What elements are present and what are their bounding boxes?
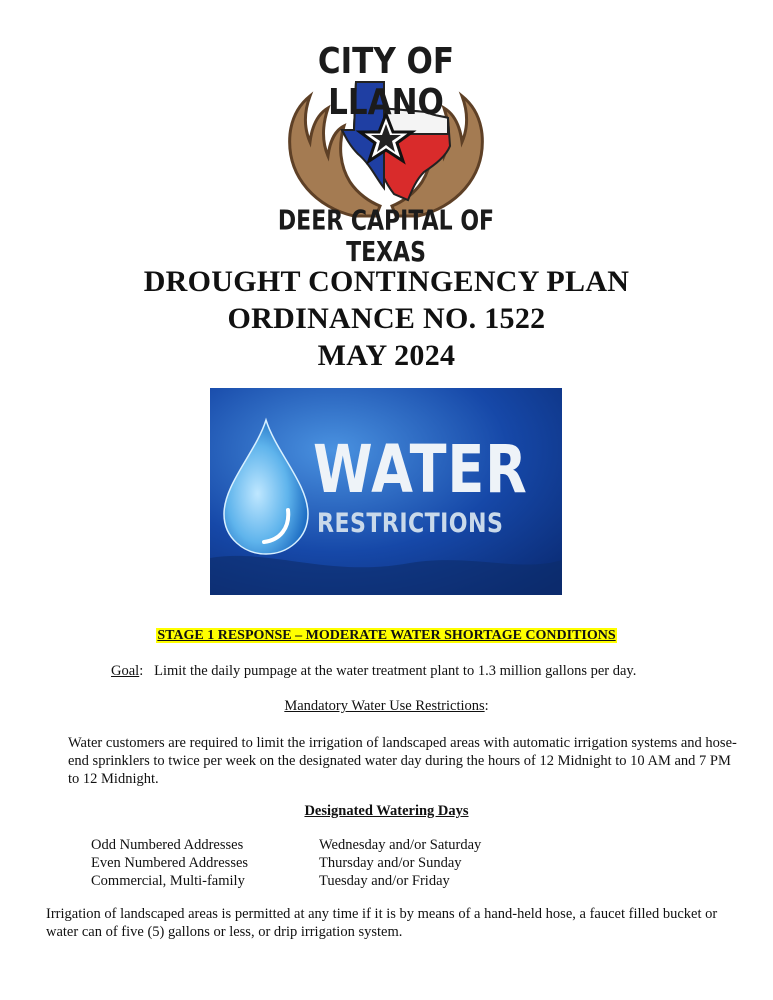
goal-text: Limit the daily pumpage at the water treatment plant to 1.3 million gallons per day.	[154, 663, 637, 679]
heading-line-1: DROUGHT CONTINGENCY PLAN	[143, 265, 630, 298]
logo-subtitle: DEER CAPITAL OF TEXAS	[277, 205, 495, 269]
mandatory-restrictions-heading: Mandatory Water Use Restrictions:	[284, 698, 489, 714]
banner-subtitle: RESTRICTIONS	[317, 508, 504, 539]
heading-line-3: MAY 2024	[317, 339, 456, 372]
schedule-row	[91, 836, 481, 854]
heading-line-2: ORDINANCE NO. 1522	[227, 302, 546, 335]
schedule-row	[91, 872, 481, 890]
stage-1-title-text: STAGE 1 RESPONSE – MODERATE WATER SHORTAGE CONDITIONS	[157, 628, 616, 643]
schedule-days: Wednesday and/or Saturday	[319, 837, 482, 853]
schedule-row	[91, 854, 481, 872]
watering-days-heading	[0, 803, 773, 820]
schedule-who: Commercial, Multi-family	[91, 873, 245, 889]
mandatory-label: Mandatory Water Use Restrictions	[284, 698, 485, 714]
stage-1-title	[0, 626, 773, 644]
schedule-who: Odd Numbered Addresses	[91, 837, 244, 853]
goal-line: Goal: Limit the daily pumpage at the water treatment plant to 1.3 million gallons per day.	[111, 663, 637, 679]
watering-days-title: Designated Watering Days	[304, 803, 469, 819]
goal-label: Goal	[111, 663, 140, 679]
schedule-days: Thursday and/or Sunday	[319, 855, 462, 871]
exception-paragraph: Irrigation of landscaped areas is permitted at any time if it is by means of a hand-held hose, a faucet filled bucket or water can of five (5) gallons or less, or drip irrigation system.	[46, 906, 718, 940]
schedule-who: Even Numbered Addresses	[91, 855, 249, 871]
banner-word: WATER	[313, 431, 528, 508]
watering-schedule	[91, 836, 481, 890]
schedule-days: Tuesday and/or Friday	[319, 873, 450, 889]
logo-title: CITY OF LLANO	[317, 40, 455, 124]
restriction-paragraph: Water customers are required to limit the irrigation of landscaped areas with automatic irrigation systems and hose-end sprinklers to twice per week on the designated water day during the hours of 12 Midnight to 10 AM and 7 PM to 12 Midnight.	[68, 735, 737, 787]
document-heading	[0, 263, 773, 374]
